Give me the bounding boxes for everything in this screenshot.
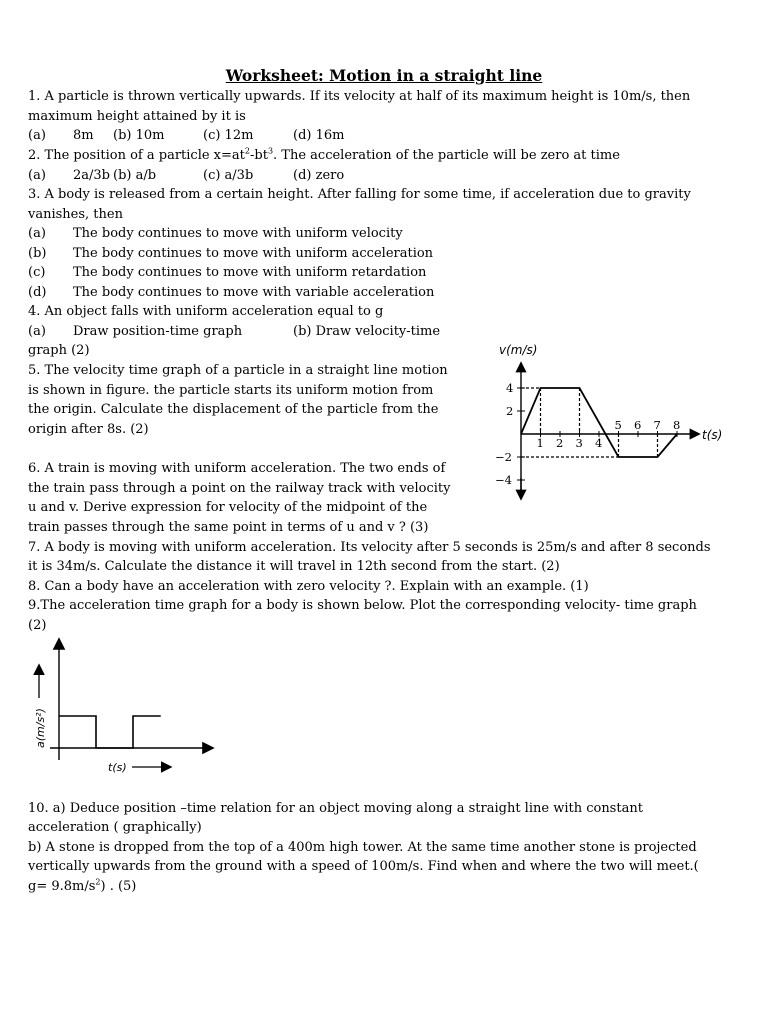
q2-option-c: (c) a/3b: [203, 168, 254, 183]
q2-line-1: [28, 146, 620, 166]
vt-x-tick-label: 5: [614, 418, 622, 432]
vt-y-label: v(m/s): [499, 343, 538, 357]
at-x-label: t(s): [108, 761, 127, 774]
q3-option-c: The body continues to move with uniform retardation: [73, 265, 427, 280]
q4-option-a-label: (a): [28, 324, 46, 339]
velocity-time-graph: [490, 338, 740, 503]
q7-line-1: 7. A body is moving with uniform acceleration. Its velocity after 5 seconds is 25m/s and after 8 seconds: [28, 540, 711, 555]
q3-option-d-label: (d): [28, 285, 47, 300]
q2-text-mid: -bt: [249, 148, 268, 163]
q10-line-5-pre: g= 9.8m/s: [28, 879, 96, 894]
q5-line-2: is shown in figure. the particle starts its uniform motion from: [28, 383, 434, 398]
q6-line-2: the train pass through a point on the railway track with velocity: [28, 481, 451, 496]
q1-line-2: maximum height attained by it is: [28, 109, 246, 124]
q10-line-5-post: ) . (5): [100, 879, 137, 894]
q10-line-4: vertically upwards from the ground with a speed of 100m/s. Find when and where the two will meet.(: [28, 859, 699, 874]
page-title: Worksheet: Motion in a straight line: [225, 66, 543, 85]
vt-x-tick-label: 6: [634, 418, 642, 432]
vt-y-tick-label: 4: [506, 381, 514, 395]
q4-line-1: 4. An object falls with uniform acceleration equal to g: [28, 304, 384, 319]
q7-line-2: it is 34m/s. Calculate the distance it will travel in 12th second from the start. (2): [28, 559, 560, 574]
q2-exponent-1: 2: [244, 146, 250, 156]
q1-option-a-label: (a): [28, 128, 46, 143]
q4-line-3: graph (2): [28, 343, 90, 358]
q5-line-4: origin after 8s. (2): [28, 422, 149, 437]
q2-option-d: (d) zero: [293, 168, 345, 183]
q3-option-a: The body continues to move with uniform velocity: [73, 226, 403, 241]
at-series-line: [59, 716, 161, 748]
q2-option-b: (b) a/b: [113, 168, 157, 183]
vt-x-tick-label: 3: [575, 436, 583, 450]
q6-line-4: train passes through the same point in terms of u and v ? (3): [28, 520, 429, 535]
q2-exponent-2: 3: [267, 146, 274, 156]
vt-x-tick-label: 7: [653, 418, 661, 432]
vt-y-tick-label: −2: [495, 450, 512, 464]
q3-line-1: 3. A body is released from a certain height. After falling for some time, if acceleration due to gravity: [28, 187, 691, 202]
q10-line-1: 10. a) Deduce position –time relation for an object moving along a straight line with constant: [28, 801, 643, 816]
at-y-label: a(m/s²): [34, 708, 47, 748]
vt-x-tick-label: 2: [556, 436, 564, 450]
q4-option-a: Draw position-time graph: [73, 324, 243, 339]
q1-option-d: (d) 16m: [293, 128, 345, 143]
q3-option-b: The body continues to move with uniform acceleration: [73, 246, 434, 261]
q9-line-1: 9.The acceleration time graph for a body is shown below. Plot the corresponding velocity- time graph: [28, 598, 697, 613]
vt-y-tick-label: −4: [495, 473, 512, 487]
q2-text-pre: 2. The position of a particle x=at: [28, 148, 245, 163]
q3-option-c-label: (c): [28, 265, 46, 280]
q5-line-3: the origin. Calculate the displacement of the particle from the: [28, 402, 439, 417]
q10-line-5: [28, 877, 136, 897]
q10-line-3: b) A stone is dropped from the top of a 400m high tower. At the same time another stone is projected: [28, 840, 697, 855]
q3-line-2: vanishes, then: [28, 207, 123, 222]
vt-x-tick-label: 8: [673, 418, 681, 432]
q4-option-b: (b) Draw velocity-time: [293, 324, 441, 339]
q5-line-1: 5. The velocity time graph of a particle in a straight line motion: [28, 363, 448, 378]
q2-option-a-label: (a): [28, 168, 46, 183]
q10-exponent: 2: [95, 877, 101, 887]
q3-option-b-label: (b): [28, 246, 47, 261]
q9-line-2: (2): [28, 618, 47, 633]
q3-option-d: The body continues to move with variable acceleration: [73, 285, 435, 300]
q10-line-2: acceleration ( graphically): [28, 820, 202, 835]
q1-option-c: (c) 12m: [203, 128, 254, 143]
q6-line-1: 6. A train is moving with uniform acceleration. The two ends of: [28, 461, 446, 476]
q6-line-3: u and v. Derive expression for velocity of the midpoint of the: [28, 500, 428, 515]
vt-y-tick-label: 2: [506, 404, 514, 418]
q2-text-post: . The acceleration of the particle will be zero at time: [273, 148, 620, 163]
vt-x-tick-label: 4: [595, 436, 603, 450]
q1-line-1: 1. A particle is thrown vertically upwards. If its velocity at half of its maximum height is 10m/s, then: [28, 89, 691, 104]
acceleration-time-graph: [28, 636, 228, 784]
q1-option-b: (b) 10m: [113, 128, 165, 143]
q8-line-1: 8. Can a body have an acceleration with zero velocity ?. Explain with an example. (1): [28, 579, 589, 594]
q2-option-a: 2a/3b: [73, 168, 110, 183]
vt-x-tick-label: 1: [536, 436, 544, 450]
q3-option-a-label: (a): [28, 226, 46, 241]
vt-x-label: t(s): [702, 428, 723, 442]
q1-option-a: 8m: [73, 128, 94, 143]
